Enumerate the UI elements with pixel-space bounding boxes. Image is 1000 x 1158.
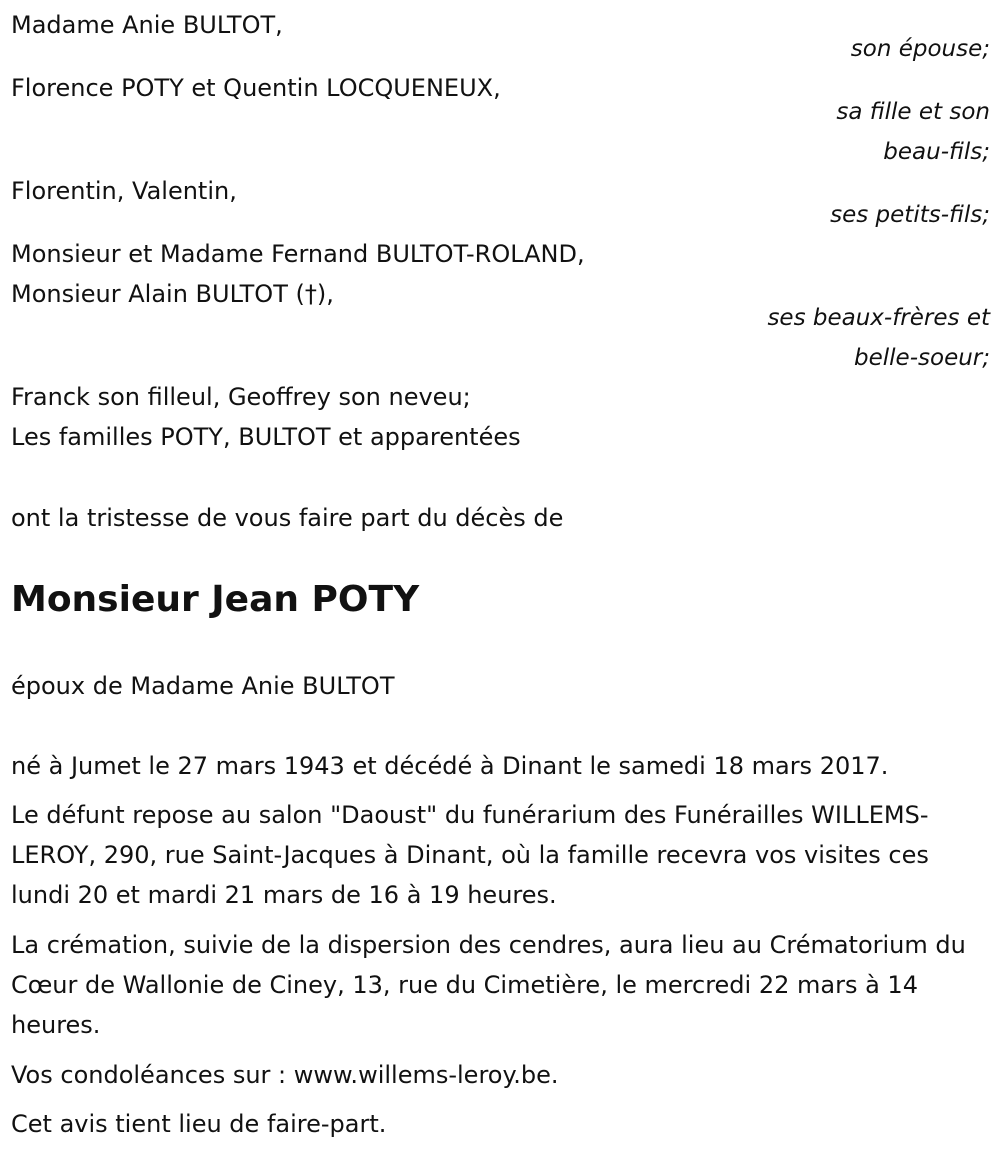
notice-text: Cet avis tient lieu de faire-part. <box>11 1110 387 1138</box>
inlaws-relation-line2: belle-soeur; <box>854 345 990 371</box>
grandchildren-relation: ses petits-fils; <box>830 202 990 228</box>
cremation-paragraph: La crémation, suivie de la dispersion des cendres, aura lieu au Crématorium du Cœur de Wallonie de Ciney, 13, rue du Cimetière, le mercredi 22 mars à 14 heures. <box>11 931 966 1039</box>
repose-paragraph: Le défunt repose au salon "Daoust" du funérarium des Funérailles WILLEMS-LEROY, 290, rue Saint-Jacques à Dinant, où la famille recevra vos visites ces lundi 20 et mardi 21 mars de 16 à 19 heures. <box>11 801 929 909</box>
spouse-of-text: époux de Madame Anie BULTOT <box>11 672 395 700</box>
inlaws-name-line2: Monsieur Alain BULTOT (†), <box>11 280 334 308</box>
spouse-relation: son épouse; <box>850 36 990 62</box>
announcement-text: ont la tristesse de vous faire part du décès de <box>11 504 564 532</box>
condolences-text: Vos condoléances sur : www.willems-leroy.be. <box>11 1061 559 1089</box>
daughter-relation-line1: sa fille et son <box>836 99 990 125</box>
daughter-name: Florence POTY et Quentin LOCQUENEUX, <box>11 74 501 102</box>
spouse-name: Madame Anie BULTOT, <box>11 11 283 39</box>
daughter-relation-line2: beau-fils; <box>883 139 990 165</box>
others-line2: Les familles POTY, BULTOT et apparentées <box>11 423 521 451</box>
deceased-name: Monsieur Jean POTY <box>11 579 420 620</box>
others-line1: Franck son filleul, Geoffrey son neveu; <box>11 383 471 411</box>
grandchildren-name: Florentin, Valentin, <box>11 177 237 205</box>
inlaws-name-line1: Monsieur et Madame Fernand BULTOT-ROLAND, <box>11 240 585 268</box>
birth-death-text: né à Jumet le 27 mars 1943 et décédé à Dinant le samedi 18 mars 2017. <box>11 752 889 780</box>
inlaws-relation-line1: ses beaux-frères et <box>767 305 990 331</box>
